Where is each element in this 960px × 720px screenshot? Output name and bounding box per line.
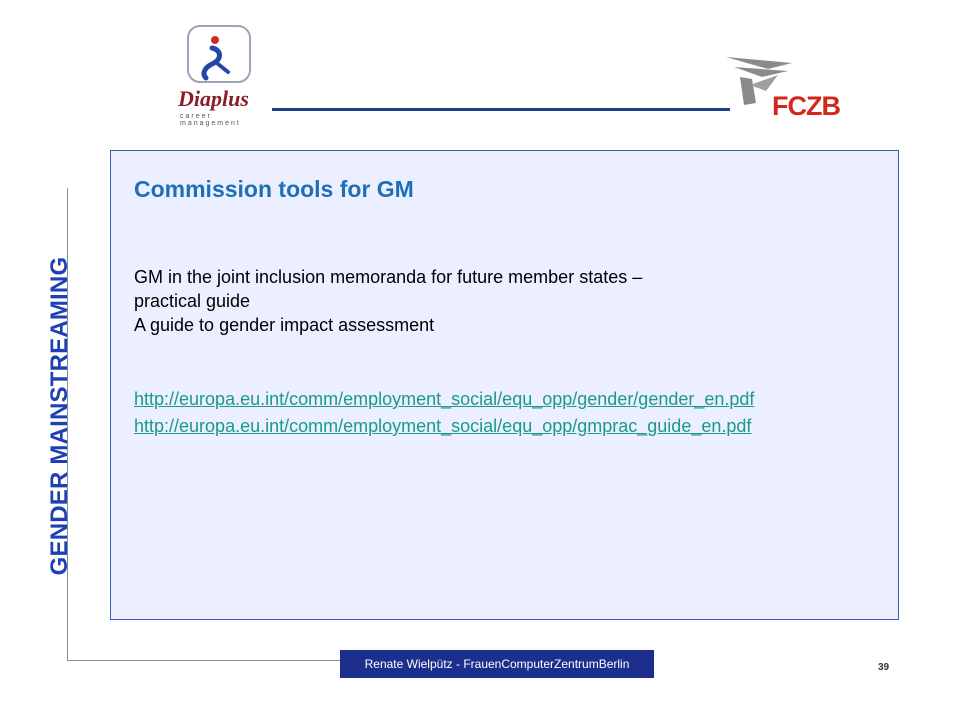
content-box — [110, 150, 899, 620]
side-title: GENDER MAINSTREAMING — [46, 256, 73, 576]
fczb-wordmark: FCZB — [772, 91, 840, 121]
page-number: 39 — [878, 662, 890, 673]
body-line: GM in the joint inclusion memoranda for future member states – — [134, 267, 643, 287]
body-line: A guide to gender impact assessment — [134, 315, 435, 335]
link-list — [134, 386, 894, 440]
gmprac-guide-pdf-link[interactable]: http://europa.eu.int/comm/employment_social/equ_opp/gmprac_guide_en.pdf — [134, 416, 752, 436]
frame-horizontal-line — [67, 660, 340, 661]
diaplus-name: Diaplus — [178, 86, 249, 111]
header-divider — [272, 108, 730, 111]
slide-title: Commission tools for GM — [134, 176, 414, 202]
fczb-logo — [722, 55, 840, 127]
footer-author: Renate Wielpütz - FrauenComputerZentrumBerlin — [340, 650, 654, 678]
diaplus-logo — [160, 20, 272, 126]
diaplus-tagline: career management — [180, 113, 241, 127]
body-text — [134, 265, 884, 337]
body-line: practical guide — [134, 291, 251, 311]
gender-pdf-link[interactable]: http://europa.eu.int/comm/employment_social/equ_opp/gender/gender_en.pdf — [134, 389, 755, 409]
